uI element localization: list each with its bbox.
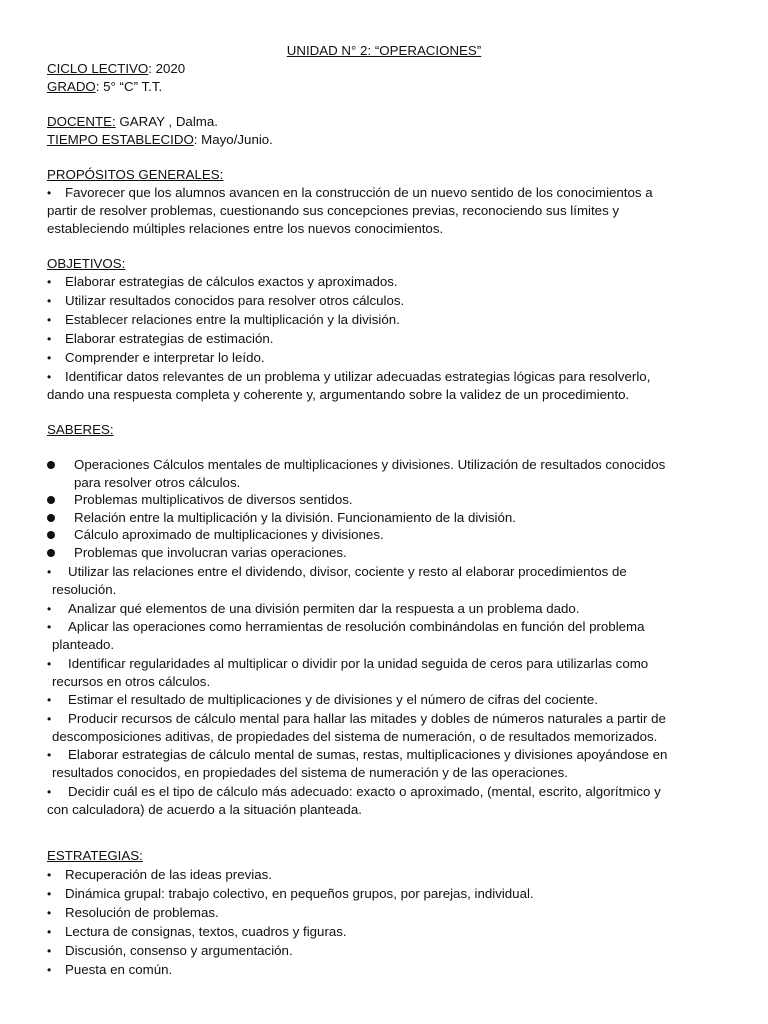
objetivo-item: Comprender e interpretar lo leído. bbox=[65, 350, 265, 365]
estrategia-item: Lectura de consignas, textos, cuadros y figuras. bbox=[65, 924, 347, 939]
dot-bullet bbox=[47, 531, 55, 539]
bullet: • bbox=[47, 868, 52, 882]
saber-bullet-continuation: con calculadora) de acuerdo a la situación planteada. bbox=[47, 802, 362, 817]
bullet: • bbox=[47, 351, 52, 365]
bullet: • bbox=[47, 186, 52, 200]
objetivo-item-continuation: dando una respuesta completa y coherente y, argumentando sobre la validez de un procedimiento. bbox=[47, 387, 630, 402]
saberes-heading: SABERES: bbox=[47, 422, 114, 437]
objetivo-item: Elaborar estrategias de cálculos exactos y aproximados. bbox=[65, 274, 398, 289]
saber-bullet-item: Analizar qué elementos de una división permiten dar la respuesta a un problema dado. bbox=[68, 601, 580, 616]
objetivo-item: Elaborar estrategias de estimación. bbox=[65, 331, 274, 346]
saber-bullet-continuation: recursos en otros cálculos. bbox=[52, 674, 211, 689]
estrategias-heading: ESTRATEGIAS: bbox=[47, 848, 143, 863]
saber-item: Relación entre la multiplicación y la división. Funcionamiento de la división. bbox=[74, 510, 516, 525]
grado-value: : 5° “C” T.T. bbox=[95, 79, 163, 94]
docente-line bbox=[47, 113, 218, 131]
propositos-line: Favorecer que los alumnos avancen en la construcción de un nuevo sentido de los conocimientos a bbox=[65, 185, 653, 200]
saber-bullet-item: Identificar regularidades al multiplicar o dividir por la unidad seguida de ceros para utilizarlas como bbox=[68, 656, 649, 671]
propositos-line: partir de resolver problemas, cuestionando sus concepciones previas, reconociendo sus límites y bbox=[47, 203, 620, 218]
saber-bullet-item: Utilizar las relaciones entre el dividendo, divisor, cociente y resto al elaborar procedimientos de bbox=[68, 564, 627, 579]
saber-bullet-item: Decidir cuál es el tipo de cálculo más adecuado: exacto o aproximado, (mental, escrito, algorítmico y bbox=[68, 784, 661, 799]
objetivo-item: Identificar datos relevantes de un problema y utilizar adecuadas estrategias lógicas para resolverlo, bbox=[65, 369, 651, 384]
grado-line bbox=[47, 78, 162, 96]
saber-item: Operaciones Cálculos mentales de multiplicaciones y divisiones. Utilización de resultados conocidos bbox=[74, 457, 666, 472]
bullet: • bbox=[47, 657, 52, 671]
unit-title: UNIDAD N° 2: “OPERACIONES” bbox=[286, 43, 482, 58]
bullet: • bbox=[47, 370, 52, 384]
bullet: • bbox=[47, 313, 52, 327]
saber-item: Cálculo aproximado de multiplicaciones y divisiones. bbox=[74, 527, 384, 542]
objetivo-item: Establecer relaciones entre la multiplicación y la división. bbox=[65, 312, 400, 327]
bullet: • bbox=[47, 275, 52, 289]
bullet: • bbox=[47, 712, 52, 726]
tiempo-value: : Mayo/Junio. bbox=[193, 132, 273, 147]
ciclo-lectivo-line bbox=[47, 60, 185, 78]
tiempo-line bbox=[47, 131, 273, 149]
saber-bullet-item: Estimar el resultado de multiplicaciones y de divisiones y el número de cifras del cociente. bbox=[68, 692, 598, 707]
bullet: • bbox=[47, 906, 52, 920]
saber-bullet-continuation: planteado. bbox=[52, 637, 115, 652]
ciclo-lectivo-value: : 2020 bbox=[148, 61, 186, 76]
tiempo-label: TIEMPO ESTABLECIDO bbox=[47, 132, 194, 147]
ciclo-lectivo-label: CICLO LECTIVO bbox=[47, 61, 149, 76]
bullet: • bbox=[47, 294, 52, 308]
saber-bullet-item: Producir recursos de cálculo mental para hallar las mitades y dobles de números naturales a partir de bbox=[68, 711, 666, 726]
estrategia-item: Recuperación de las ideas previas. bbox=[65, 867, 272, 882]
bullet: • bbox=[47, 887, 52, 901]
saber-bullet-item: Aplicar las operaciones como herramientas de resolución combinándolas en función del problema bbox=[68, 619, 645, 634]
bullet: • bbox=[47, 565, 52, 579]
saber-item: Problemas que involucran varias operaciones. bbox=[74, 545, 347, 560]
estrategia-item: Discusión, consenso y argumentación. bbox=[65, 943, 293, 958]
bullet: • bbox=[47, 785, 52, 799]
bullet: • bbox=[47, 620, 52, 634]
docente-label: DOCENTE: bbox=[47, 114, 116, 129]
saber-item-continuation: para resolver otros cálculos. bbox=[74, 475, 241, 490]
propositos-line: estableciendo múltiples relaciones entre los nuevos conocimientos. bbox=[47, 221, 444, 236]
grado-label: GRADO bbox=[47, 79, 96, 94]
dot-bullet bbox=[47, 549, 55, 557]
saber-bullet-continuation: resultados conocidos, en propiedades del sistema de numeración y de las operaciones. bbox=[52, 765, 568, 780]
bullet: • bbox=[47, 602, 52, 616]
dot-bullet bbox=[47, 461, 55, 469]
bullet: • bbox=[47, 748, 52, 762]
estrategia-item: Puesta en común. bbox=[65, 962, 173, 977]
bullet: • bbox=[47, 944, 52, 958]
saber-bullet-continuation: descomposiciones aditivas, de propiedades del sistema de numeración, o de resultados memorizados. bbox=[52, 729, 658, 744]
saber-bullet-item: Elaborar estrategias de cálculo mental de sumas, restas, multiplicaciones y divisiones apoyándose en bbox=[68, 747, 668, 762]
objetivo-item: Utilizar resultados conocidos para resolver otros cálculos. bbox=[65, 293, 405, 308]
docente-value: GARAY , Dalma. bbox=[115, 114, 218, 129]
estrategia-item: Resolución de problemas. bbox=[65, 905, 219, 920]
saber-bullet-continuation: resolución. bbox=[52, 582, 117, 597]
dot-bullet bbox=[47, 496, 55, 504]
dot-bullet bbox=[47, 514, 55, 522]
saber-item: Problemas multiplicativos de diversos sentidos. bbox=[74, 492, 353, 507]
bullet: • bbox=[47, 693, 52, 707]
bullet: • bbox=[47, 963, 52, 977]
propositos-heading: PROPÓSITOS GENERALES: bbox=[47, 167, 224, 182]
objetivos-heading: OBJETIVOS: bbox=[47, 256, 126, 271]
bullet: • bbox=[47, 332, 52, 346]
estrategia-item: Dinámica grupal: trabajo colectivo, en pequeños grupos, por parejas, individual. bbox=[65, 886, 534, 901]
bullet: • bbox=[47, 925, 52, 939]
